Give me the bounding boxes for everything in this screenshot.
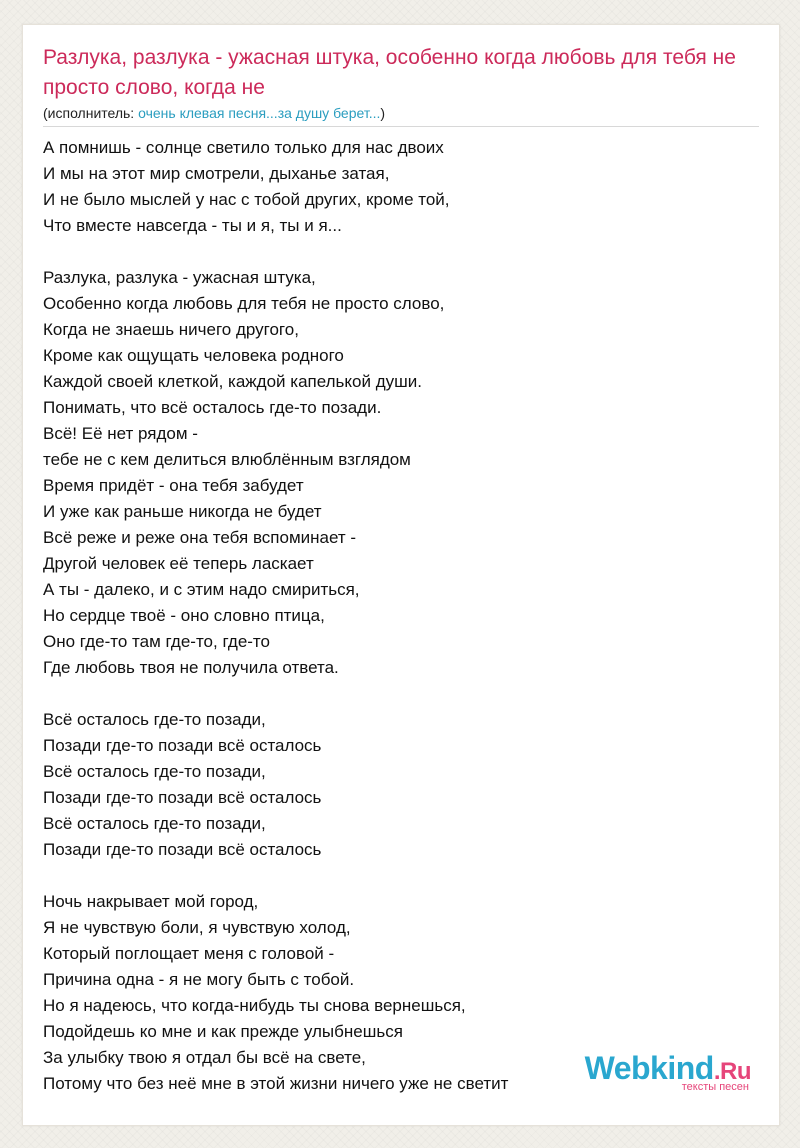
- artist-line: [43, 104, 385, 122]
- song-title: Разлука, разлука - ужасная штука, особенно когда любовь для тебя не просто слово, когда не: [43, 46, 736, 99]
- lyric-line: Время придёт - она тебя забудет: [43, 476, 304, 495]
- lyric-line: Всё осталось где-то позади,: [43, 762, 266, 781]
- watermark-tld: .Ru: [713, 1058, 751, 1085]
- lyric-line: Всё реже и реже она тебя вспоминает -: [43, 528, 357, 547]
- lyric-line: Потому что без неё мне в этой жизни ничего уже не светит: [43, 1074, 509, 1093]
- lyric-line: Причина одна - я не могу быть с тобой.: [43, 970, 355, 989]
- webkind-watermark: [585, 1052, 751, 1093]
- lyric-line: Но сердце твоё - оно словно птица,: [43, 606, 325, 625]
- lyric-line: Кроме как ощущать человека родного: [43, 346, 344, 365]
- lyric-line: Всё осталось где-то позади,: [43, 814, 266, 833]
- artist-prefix: (исполнитель:: [43, 105, 139, 121]
- lyric-line: А помнишь - солнце светило только для нас двоих: [43, 138, 444, 157]
- lyrics-stanza: [43, 707, 763, 863]
- lyric-line: И не было мыслей у нас с тобой других, кроме той,: [43, 190, 450, 209]
- lyrics-card: [22, 24, 780, 1126]
- lyric-line: Другой человек её теперь ласкает: [43, 554, 314, 573]
- lyric-line: Всё! Её нет рядом -: [43, 424, 198, 443]
- lyric-line: Ночь накрывает мой город,: [43, 892, 259, 911]
- lyric-line: Оно где-то там где-то, где-то: [43, 632, 270, 651]
- lyric-line: Я не чувствую боли, я чувствую холод,: [43, 918, 351, 937]
- lyric-line: Позади где-то позади всё осталось: [43, 840, 322, 859]
- lyric-line: тебе не с кем делиться влюблённым взглядом: [43, 450, 411, 469]
- lyric-line: Понимать, что всё осталось где-то позади.: [43, 398, 382, 417]
- title-divider: [43, 126, 759, 127]
- lyric-line: Что вместе навсегда - ты и я, ты и я...: [43, 216, 342, 235]
- lyric-line: Позади где-то позади всё осталось: [43, 788, 322, 807]
- lyric-line: За улыбку твою я отдал бы всё на свете,: [43, 1048, 366, 1067]
- artist-suffix: ): [380, 105, 386, 121]
- lyrics-stanza: [43, 135, 763, 239]
- lyric-line: И уже как раньше никогда не будет: [43, 502, 322, 521]
- lyric-line: Всё осталось где-то позади,: [43, 710, 266, 729]
- lyrics-body: [43, 135, 763, 1097]
- watermark-brand: Webkind: [584, 1050, 714, 1086]
- lyrics-stanza: [43, 265, 763, 681]
- lyric-line: Который поглощает меня с головой -: [43, 944, 335, 963]
- lyric-line: Где любовь твоя не получила ответа.: [43, 658, 339, 677]
- lyric-line: Когда не знаешь ничего другого,: [43, 320, 299, 339]
- lyric-line: И мы на этот мир смотрели, дыханье затая,: [43, 164, 390, 183]
- lyric-line: Каждой своей клеткой, каждой капелькой души.: [43, 372, 422, 391]
- watermark-logo: [585, 1052, 751, 1084]
- lyric-line: А ты - далеко, и с этим надо смириться,: [43, 580, 360, 599]
- lyric-line: Подойдешь ко мне и как прежде улыбнешься: [43, 1022, 403, 1041]
- lyric-line: Особенно когда любовь для тебя не просто слово,: [43, 294, 445, 313]
- artist-link[interactable]: очень клевая песня...за душу берет...: [138, 105, 381, 121]
- watermark-tagline: тексты песен: [681, 1081, 749, 1093]
- lyric-line: Позади где-то позади всё осталось: [43, 736, 322, 755]
- lyric-line: Разлука, разлука - ужасная штука,: [43, 268, 316, 287]
- lyric-line: Но я надеюсь, что когда-нибудь ты снова вернешься,: [43, 996, 466, 1015]
